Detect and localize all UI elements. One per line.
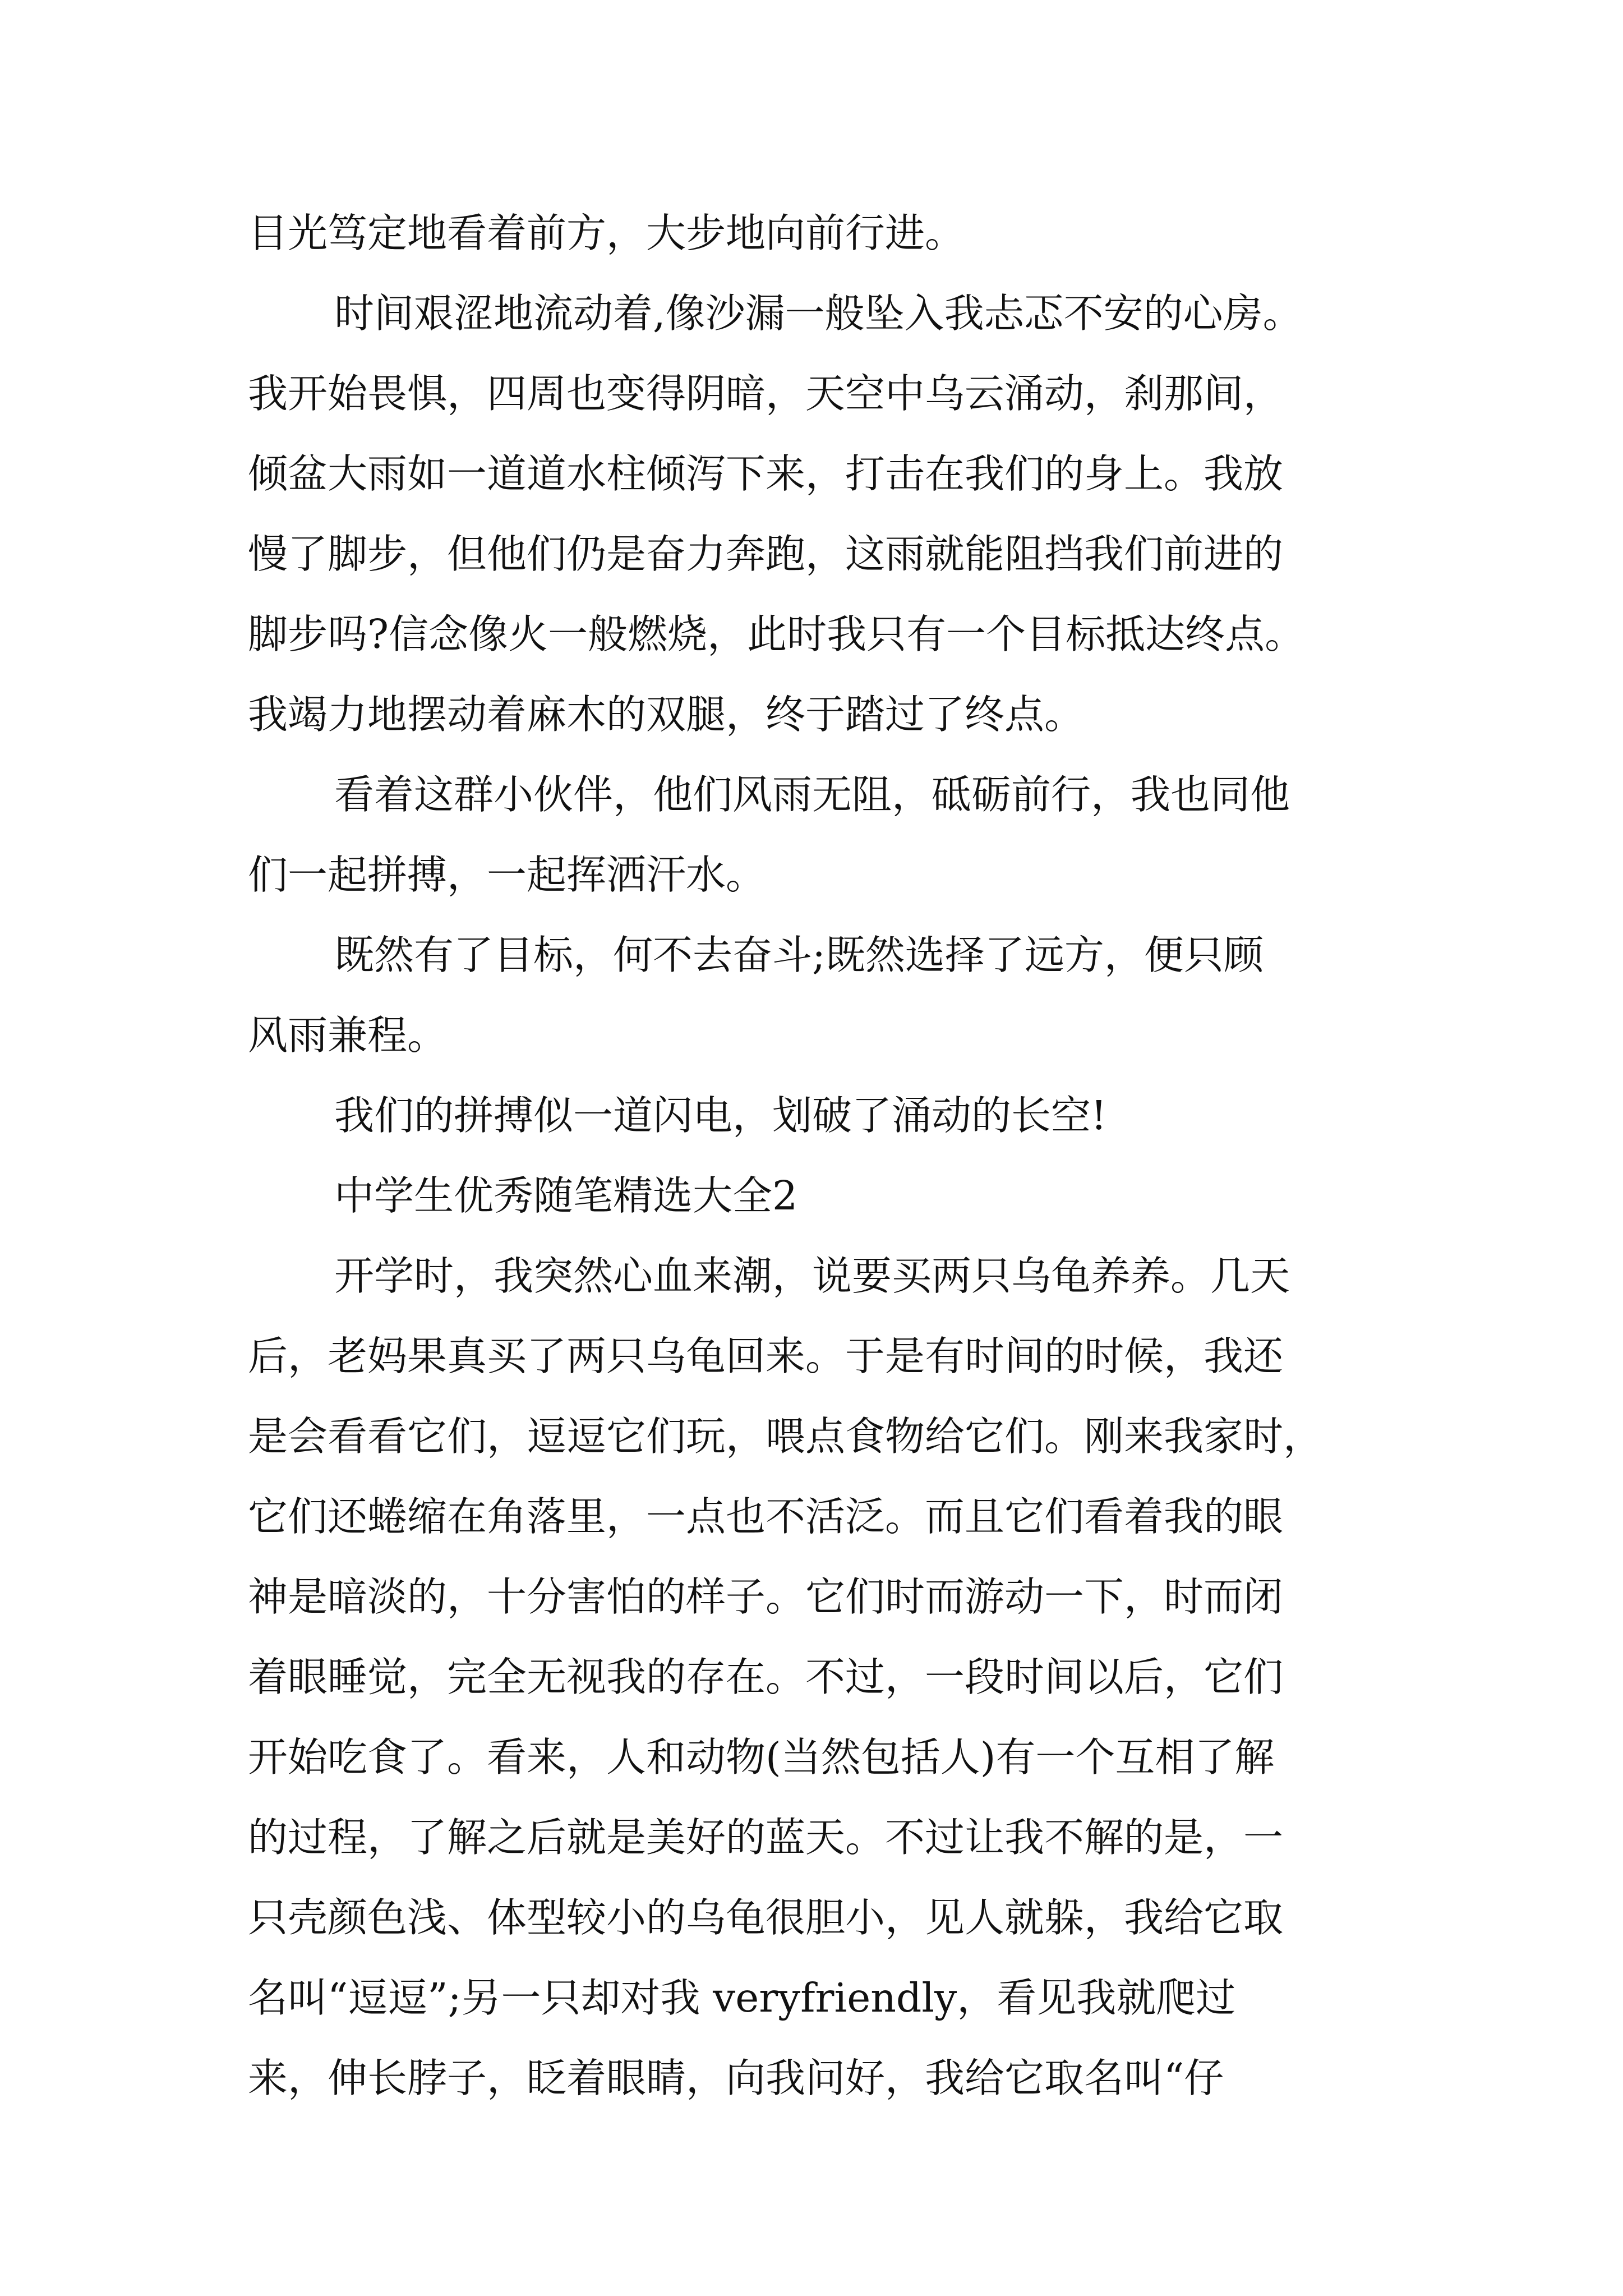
text-line: 我开始畏惧，四周也变得阴暗，天空中乌云涌动，刹那间， <box>248 370 1284 417</box>
text-line: 神是暗淡的，十分害怕的样子。它们时而游动一下，时而闭 <box>248 1573 1284 1620</box>
text-line: 目光笃定地看着前方，大步地向前行进。 <box>248 210 965 256</box>
text-line: 倾盆大雨如一道道水柱倾泻下来，打击在我们的身上。我放 <box>248 450 1284 497</box>
text-line: 我竭力地摆动着麻木的双腿，终于踏过了终点。 <box>248 691 1085 738</box>
text-line: 名叫“逗逗”;另一只却对我 veryfriendly，看见我就爬过 <box>248 1975 1236 2021</box>
paragraph-first-line: 我们的拼搏似一道闪电，划破了涌动的长空! <box>334 1092 1107 1139</box>
paragraph-first-line: 既然有了目标，何不去奋斗;既然选择了远方，便只顾 <box>334 932 1264 978</box>
text-line: 慢了脚步，但他们仍是奋力奔跑，这雨就能阻挡我们前进的 <box>248 531 1284 577</box>
text-line: 是会看看它们，逗逗它们玩，喂点食物给它们。刚来我家时， <box>248 1413 1324 1460</box>
text-line: 的过程，了解之后就是美好的蓝天。不过让我不解的是，一 <box>248 1814 1284 1861</box>
text-line: 后，老妈果真买了两只乌龟回来。于是有时间的时候，我还 <box>248 1333 1284 1379</box>
text-line: 来，伸长脖子，眨着眼睛，向我问好，我给它取名叫“仔 <box>248 2055 1224 2101</box>
text-line: 开始吃食了。看来，人和动物(当然包括人)有一个互相了解 <box>248 1734 1275 1780</box>
text-line: 们一起拼搏，一起挥洒汗水。 <box>248 852 766 898</box>
section-heading: 中学生优秀随笔精选大全2 <box>334 1172 798 1219</box>
paragraph-first-line: 开学时，我突然心血来潮，说要买两只乌龟养养。几天 <box>334 1253 1290 1299</box>
paragraph-first-line: 时间艰涩地流动着,像沙漏一般坠入我忐忑不安的心房。 <box>334 290 1303 337</box>
text-line: 只壳颜色浅、体型较小的乌龟很胆小，见人就躲，我给它取 <box>248 1894 1284 1941</box>
paragraph-first-line: 看着这群小伙伴，他们风雨无阻，砥砺前行，我也同他 <box>334 771 1290 818</box>
text-line: 着眼睡觉，完全无视我的存在。不过，一段时间以后，它们 <box>248 1654 1284 1700</box>
text-line: 它们还蜷缩在角落里，一点也不活泛。而且它们看着我的眼 <box>248 1493 1284 1540</box>
text-line: 脚步吗?信念像火一般燃烧，此时我只有一个目标抵达终点。 <box>248 611 1305 657</box>
text-line: 风雨兼程。 <box>248 1012 448 1059</box>
